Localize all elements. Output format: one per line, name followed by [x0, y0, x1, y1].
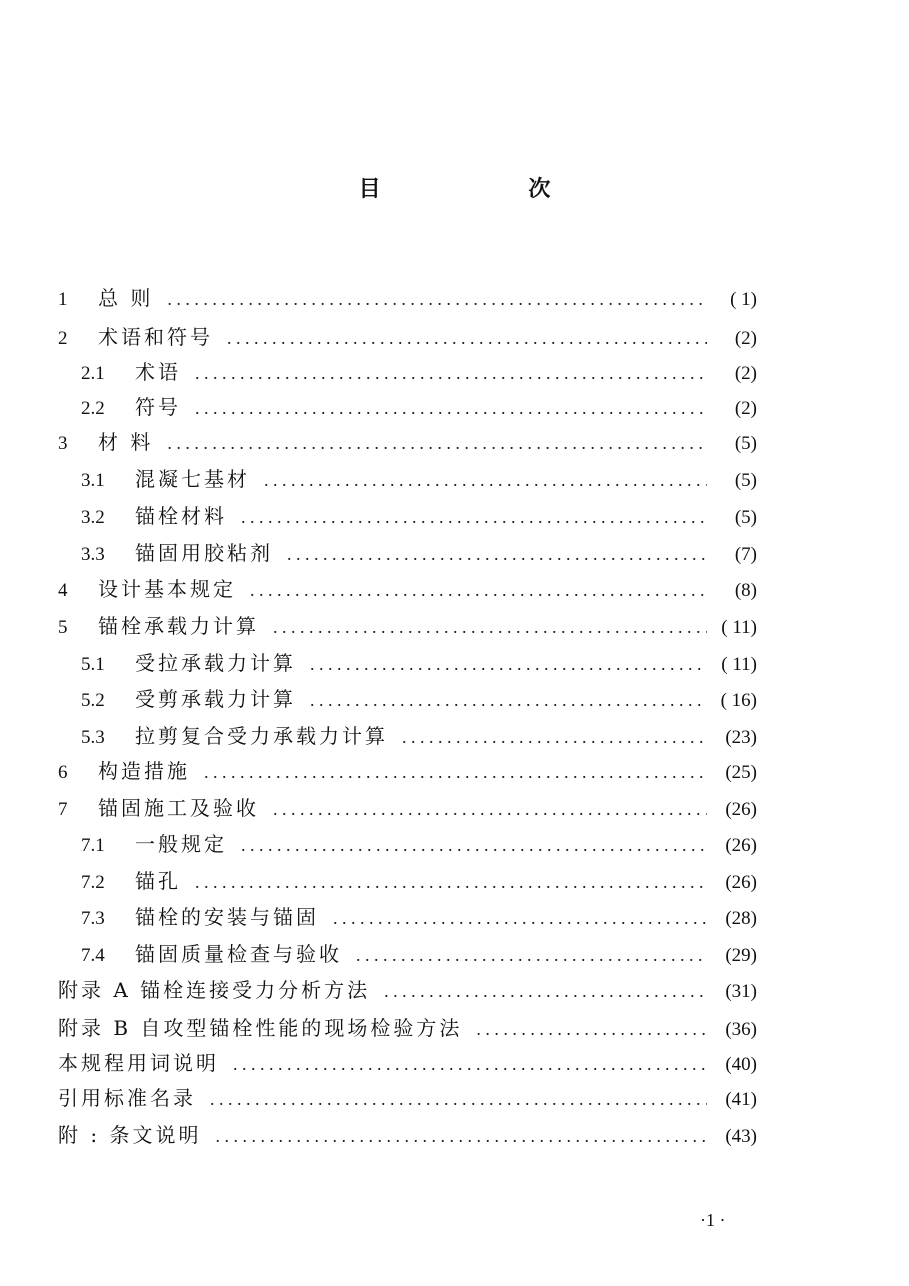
toc-dot-leader	[356, 940, 707, 970]
toc-entry-title: 锚固质量检查与验收	[135, 942, 342, 966]
toc-entry[interactable]	[58, 1013, 757, 1043]
toc-entry[interactable]	[81, 902, 757, 932]
toc-entry-page: (43)	[725, 1126, 757, 1147]
toc-entry-title: 锚固施工及验收	[98, 796, 259, 820]
page-number: ·1 ·	[700, 1210, 726, 1230]
toc-dot-leader	[402, 722, 707, 752]
toc-entry-number: 3.1	[81, 470, 105, 491]
toc-dot-leader	[233, 1049, 707, 1079]
toc-entry[interactable]	[81, 501, 757, 531]
toc-entry[interactable]	[58, 574, 757, 604]
toc-entry-page: (26)	[725, 872, 757, 893]
toc-entry-title: 锚栓承载力计算	[98, 614, 259, 638]
toc-entry-number: 2	[58, 328, 68, 349]
toc-entry-page: ( 11)	[721, 654, 757, 675]
toc-entry-title: 术语	[135, 360, 181, 384]
toc-entry-number: 7.2	[81, 872, 105, 893]
toc-dot-leader	[210, 1084, 707, 1114]
toc-entry[interactable]	[58, 611, 757, 641]
toc-entry-title: 附录 B 自攻型锚栓性能的现场检验方法	[58, 1016, 463, 1040]
toc-entry-page: (5)	[734, 470, 757, 491]
toc-entry-number: 1	[58, 289, 68, 310]
toc-entry-page: (36)	[725, 1019, 757, 1040]
toc-entry[interactable]	[81, 538, 757, 568]
toc-entry-title: 引用标准名录	[58, 1086, 196, 1110]
toc-entry[interactable]	[81, 357, 757, 387]
toc-entry-page: (5)	[734, 507, 757, 528]
toc-entry[interactable]	[81, 721, 757, 751]
toc-dot-leader	[310, 685, 707, 715]
page-title: 目 次	[358, 176, 621, 202]
toc-entry-title: 符号	[135, 395, 181, 419]
toc-entry-number: 7.3	[81, 908, 105, 929]
toc-entry-title: 一般规定	[135, 832, 227, 856]
toc-dot-leader	[250, 575, 707, 605]
toc-entry-page: (29)	[725, 945, 757, 966]
toc-entry[interactable]	[58, 975, 757, 1005]
toc-entry-page: (40)	[725, 1054, 757, 1075]
toc-entry-number: 3	[58, 433, 68, 454]
toc-entry[interactable]	[58, 1048, 757, 1078]
toc-entry-number: 2.1	[81, 363, 105, 384]
toc-entry-number: 3.3	[81, 544, 105, 565]
toc-entry-title: 附录 A 锚栓连接受力分析方法	[58, 978, 371, 1002]
toc-entry[interactable]	[81, 829, 757, 859]
toc-entry-title: 受剪承载力计算	[135, 687, 296, 711]
toc-entry[interactable]	[58, 322, 757, 352]
toc-entry-title: 本规程用词说明	[58, 1051, 219, 1075]
toc-dot-leader	[333, 903, 707, 933]
toc-dot-leader	[167, 428, 707, 458]
toc-entry-page: (7)	[734, 544, 757, 565]
toc-entry[interactable]	[58, 1120, 757, 1150]
toc-entry-page: ( 16)	[720, 690, 757, 711]
toc-entry-page: (26)	[725, 835, 757, 856]
toc-entry[interactable]	[58, 1083, 757, 1113]
toc-entry[interactable]	[81, 866, 757, 896]
toc-dot-leader	[227, 323, 707, 353]
toc-entry-page: (31)	[725, 981, 757, 1002]
table-of-contents	[0, 280, 909, 1160]
toc-dot-leader	[264, 465, 707, 495]
toc-entry[interactable]	[58, 283, 757, 313]
toc-dot-leader	[215, 1121, 707, 1151]
toc-entry-page: (26)	[725, 799, 757, 820]
toc-entry-title: 锚栓材料	[135, 504, 227, 528]
toc-entry-title: 总 则	[98, 286, 154, 310]
toc-entry-number: 5	[58, 617, 68, 638]
toc-entry-title: 混凝七基材	[135, 467, 250, 491]
toc-entry-page: (5)	[734, 433, 757, 454]
toc-entry-page: ( 1)	[730, 289, 757, 310]
toc-dot-leader	[167, 284, 707, 314]
toc-entry[interactable]	[58, 427, 757, 457]
toc-entry-number: 7.1	[81, 835, 105, 856]
toc-entry[interactable]	[58, 756, 757, 786]
toc-entry-page: (41)	[725, 1089, 757, 1110]
toc-entry[interactable]	[81, 648, 757, 678]
toc-entry-page: (2)	[734, 363, 757, 384]
toc-dot-leader	[273, 794, 707, 824]
toc-entry[interactable]	[58, 793, 757, 823]
toc-entry-page: (25)	[725, 762, 757, 783]
toc-entry-page: ( 11)	[721, 617, 757, 638]
toc-entry-title: 设计基本规定	[98, 577, 236, 601]
toc-entry-page: (8)	[734, 580, 757, 601]
toc-entry-number: 6	[58, 762, 68, 783]
toc-dot-leader	[204, 757, 707, 787]
toc-entry-title: 锚固用胶粘剂	[135, 541, 273, 565]
toc-entry[interactable]	[81, 939, 757, 969]
toc-entry-title: 附 : 条文说明	[58, 1123, 202, 1147]
toc-entry-title: 材 料	[98, 430, 154, 454]
toc-dot-leader	[195, 393, 707, 423]
toc-entry[interactable]	[81, 684, 757, 714]
toc-entry-title: 术语和符号	[98, 325, 213, 349]
toc-entry-number: 5.1	[81, 654, 105, 675]
toc-entry-page: (2)	[734, 328, 757, 349]
toc-entry-title: 构造措施	[98, 759, 190, 783]
toc-entry[interactable]	[81, 464, 757, 494]
toc-dot-leader	[195, 358, 707, 388]
toc-entry-number: 7	[58, 799, 68, 820]
toc-entry-number: 5.2	[81, 690, 105, 711]
toc-entry-title: 拉剪复合受力承载力计算	[135, 724, 388, 748]
toc-entry[interactable]	[81, 392, 757, 422]
toc-dot-leader	[310, 649, 707, 679]
toc-entry-page: (23)	[725, 727, 757, 748]
toc-dot-leader	[384, 976, 707, 1006]
toc-dot-leader	[273, 612, 707, 642]
toc-dot-leader	[287, 539, 707, 569]
toc-entry-title: 锚栓的安装与锚固	[135, 905, 319, 929]
toc-dot-leader	[241, 830, 707, 860]
toc-entry-page: (28)	[725, 908, 757, 929]
toc-entry-title: 受拉承载力计算	[135, 651, 296, 675]
toc-entry-page: (2)	[734, 398, 757, 419]
toc-entry-title: 锚孔	[135, 869, 181, 893]
toc-entry-number: 4	[58, 580, 68, 601]
toc-dot-leader	[476, 1014, 707, 1044]
toc-dot-leader	[195, 867, 707, 897]
toc-entry-number: 7.4	[81, 945, 105, 966]
toc-entry-number: 2.2	[81, 398, 105, 419]
toc-dot-leader	[241, 502, 707, 532]
toc-entry-number: 5.3	[81, 727, 105, 748]
toc-entry-number: 3.2	[81, 507, 105, 528]
